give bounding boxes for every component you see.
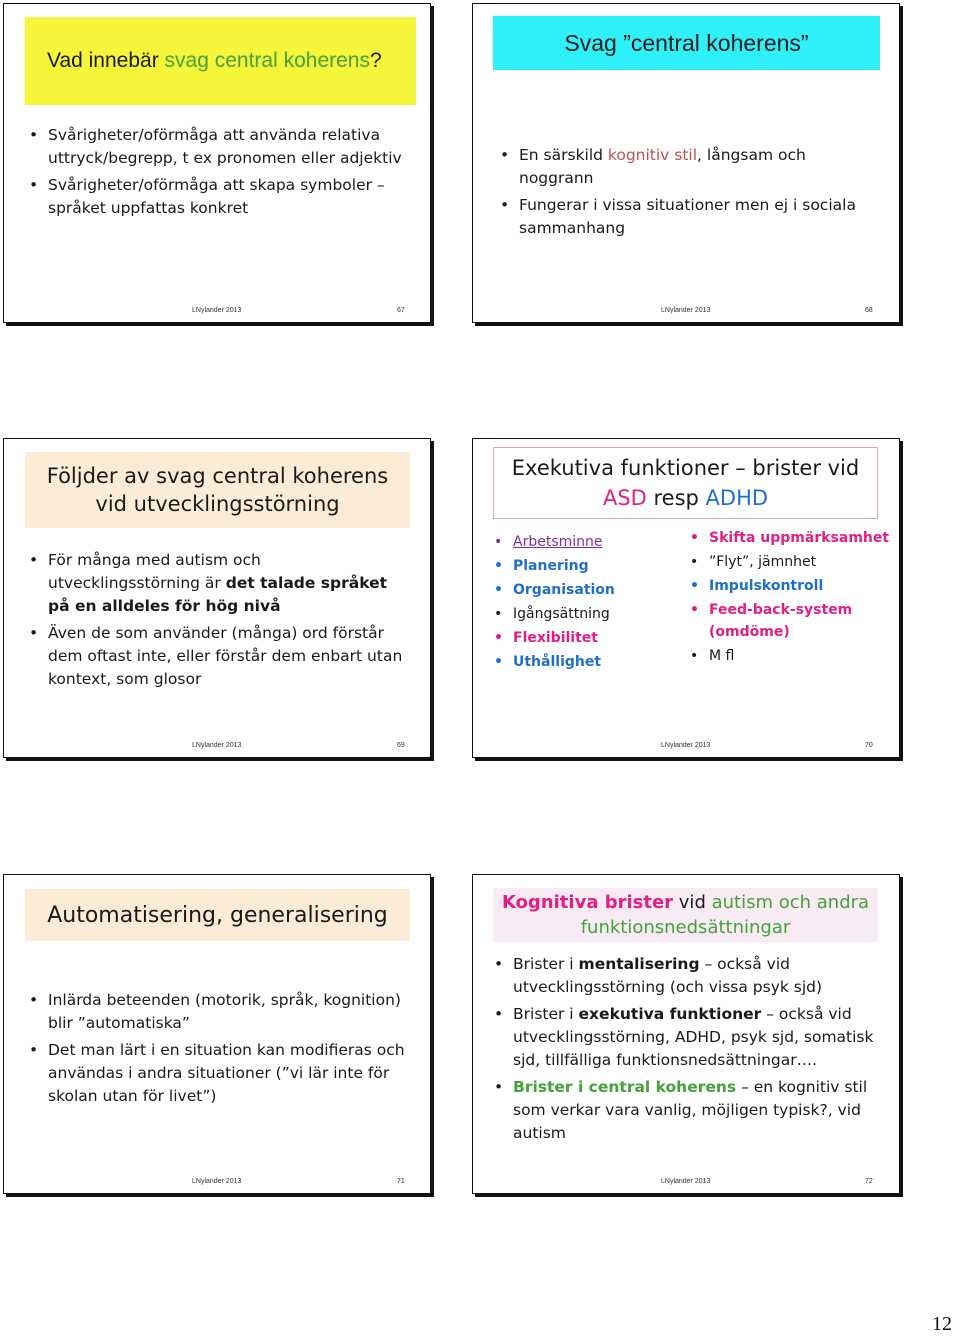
list-item: • Uthållighet <box>494 650 674 674</box>
slide-body <box>29 549 409 691</box>
list-item: • Flexibilitet <box>494 626 674 650</box>
list-item: • Planering <box>494 554 674 578</box>
slide-71 <box>3 874 431 1194</box>
page-number: 12 <box>932 1313 952 1335</box>
slide-title: Svag ”central koherens” <box>493 16 880 70</box>
list-item: • Organisation <box>494 578 674 602</box>
title-text: Vad innebär svag central koherens? <box>47 49 382 72</box>
list-item: • ”Flyt”, jämnhet <box>690 551 890 573</box>
bullet-item: • Inlärda beteenden (motorik, språk, kognition) blir ”automatiska” <box>29 989 409 1035</box>
footer-author: LNylander 2013 <box>192 1178 242 1185</box>
slide-67 <box>3 3 431 323</box>
bullet-item: • Det man lärt i en situation kan modifieras och användas i andra situationer (”vi lär inte för skolan utan för livet”) <box>29 1039 409 1108</box>
slide-title: Automatisering, generalisering <box>25 889 410 941</box>
slide-title: Kognitiva brister vid autism och andra funktionsnedsättningar <box>493 888 878 942</box>
slide-body <box>29 989 409 1108</box>
bullet-item: • Svårigheter/oförmåga att använda relativa uttryck/begrepp, t ex pronomen eller adjektiv <box>29 124 414 170</box>
bullet-item: • Fungerar i vissa situationer men ej i sociala sammanhang <box>500 194 875 240</box>
slide-70 <box>472 438 900 758</box>
bullet-item: • För många med autism och utvecklingsstörning är det talade språket på en alldeles för hög nivå <box>29 549 409 618</box>
footer-author: LNylander 2013 <box>661 742 711 749</box>
footer-author: LNylander 2013 <box>661 307 711 314</box>
footer-slide-number: 72 <box>865 1178 873 1185</box>
exec-right-list <box>690 527 890 667</box>
slide-69 <box>3 438 431 758</box>
footer-author: LNylander 2013 <box>661 1178 711 1185</box>
footer-slide-number: 69 <box>397 742 405 749</box>
slide-72 <box>472 874 900 1194</box>
list-item: • Feed-back-system (omdöme) <box>690 599 890 643</box>
exec-left-list <box>494 530 674 674</box>
slide-title: Exekutiva funktioner – brister vid ASD resp ADHD <box>493 447 878 519</box>
footer-slide-number: 71 <box>397 1178 405 1185</box>
slide-body <box>500 144 875 240</box>
list-item: • Igångsättning <box>494 602 674 626</box>
list-item: • Impulskontroll <box>690 575 890 597</box>
bullet-item: • Brister i mentalisering – också vid utvecklingsstörning (och vissa psyk sjd) <box>494 953 879 999</box>
slide-68 <box>472 3 900 323</box>
footer-author: LNylander 2013 <box>192 742 242 749</box>
bullet-item: • En särskild kognitiv stil, långsam och noggrann <box>500 144 875 190</box>
bullet-item: • Även de som använder (många) ord förstår dem oftast inte, eller förstår dem enbart utan kontext, som glosor <box>29 622 409 691</box>
footer-slide-number: 70 <box>865 742 873 749</box>
footer-slide-number: 68 <box>865 307 873 314</box>
slide-title <box>25 17 416 105</box>
slide-body <box>494 953 879 1145</box>
list-item: • Skifta uppmärksamhet <box>690 527 890 549</box>
list-item: • M fl <box>690 645 890 667</box>
footer-slide-number: 67 <box>397 307 405 314</box>
bullet-item: • Brister i exekutiva funktioner – också vid utvecklingsstörning, ADHD, psyk sjd, somatisk sjd, tillfälliga funktionsnedsättningar…. <box>494 1003 879 1072</box>
slide-body <box>29 124 414 220</box>
bullet-item: • Svårigheter/oförmåga att skapa symboler – språket uppfattas konkret <box>29 174 414 220</box>
list-item: • Arbetsminne <box>494 530 674 554</box>
slide-title: Följder av svag central koherens vid utvecklingsstörning <box>25 452 410 528</box>
footer-author: LNylander 2013 <box>192 307 242 314</box>
bullet-item: • Brister i central koherens – en kognitiv stil som verkar vara vanlig, möjligen typisk?, vid autism <box>494 1076 879 1145</box>
